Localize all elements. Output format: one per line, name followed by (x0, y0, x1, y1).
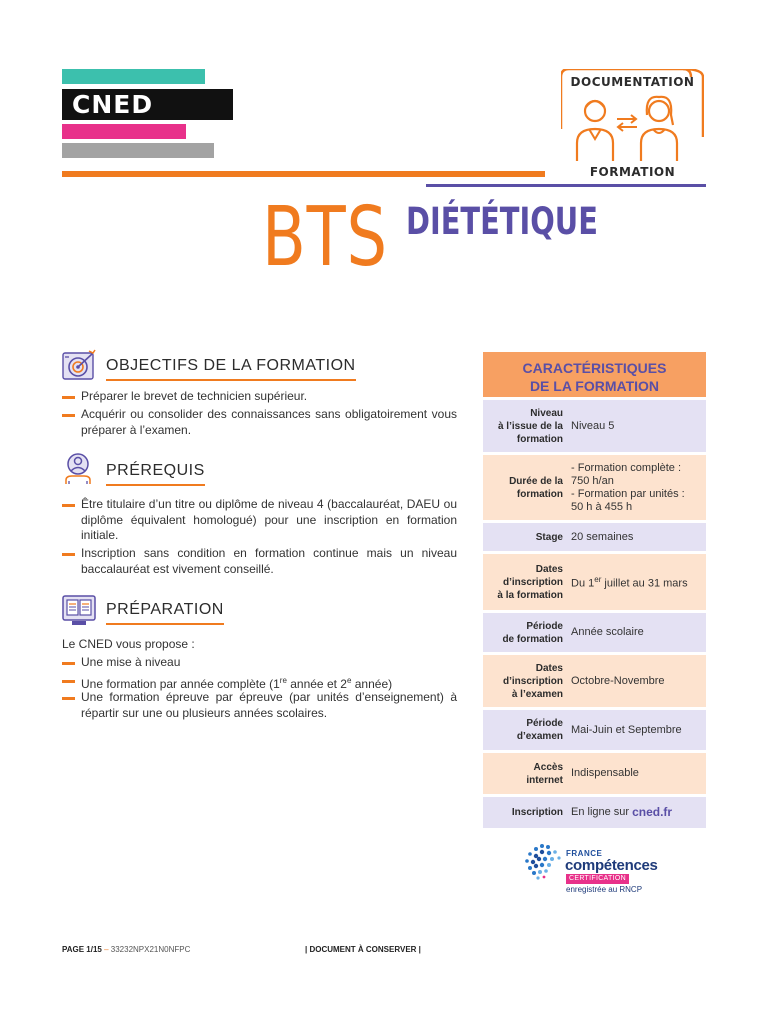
row-label: Dates d’inscription à la formation (497, 563, 563, 601)
table-row (483, 613, 706, 652)
row-value: Année scolaire (571, 626, 644, 638)
bullet-dash (62, 662, 75, 665)
table-header: CARACTÉRISTIQUES DE LA FORMATION (483, 352, 706, 397)
bullet-dash (62, 414, 75, 417)
page-number: PAGE 1/15 (62, 945, 102, 954)
row-value: Niveau 5 (571, 419, 615, 432)
footer-page-info: PAGE 1/15 – 33232NPX21N0NFPC (62, 945, 191, 954)
target-icon (62, 348, 98, 382)
table-row (483, 554, 706, 610)
bullet-dash (62, 553, 75, 556)
row-value: En ligne sur cned.fr (571, 805, 673, 819)
documentation-formation-badge (561, 69, 704, 183)
row-label: Période de formation (502, 620, 563, 645)
list-item: Une mise à niveau (62, 655, 457, 671)
row-value: - Formation complète : 750 h/an - Formation par unités : 50 h à 455 h (571, 461, 685, 513)
fc-rncp-text: enregistrée au RNCP (566, 885, 643, 894)
logo-bar-teal (62, 69, 205, 84)
person-icon (62, 451, 98, 485)
list-item: Être titulaire d’un titre ou diplôme de niveau 4 (baccalauréat, DAEU ou diplôme équivalent homologué) pour une inscription en formation initiale. (62, 497, 457, 544)
row-label: Stage (535, 531, 563, 543)
row-label: Période d’examen (516, 718, 563, 742)
table-row (483, 797, 706, 828)
row-value: Du 1er juillet au 31 mars (571, 575, 688, 590)
row-value: Octobre-Novembre (571, 674, 665, 687)
fc-competences-text: compétences (565, 857, 658, 874)
fc-france-text: FRANCE (566, 849, 603, 858)
section-title-objectifs: OBJECTIFS DE LA FORMATION (106, 357, 356, 381)
row-label: Niveau à l’issue de la formation (497, 407, 563, 445)
section-title-prerequis: PRÉREQUIS (106, 462, 205, 486)
cned-logo-text: CNED (72, 90, 154, 119)
list-item: Une formation épreuve par épreuve (par unités d’enseignement) à répartir sur une ou plusieurs années scolaires. (62, 690, 457, 721)
table-row (483, 753, 706, 794)
row-label: Durée de la formation (509, 475, 563, 500)
document-reference: 33232NPX21N0NFPC (110, 945, 191, 954)
fc-certification-badge: CERTIFICATION (566, 874, 629, 884)
orange-divider (62, 171, 545, 177)
list-item: Une formation par année complète (1re année et 2e année) (62, 673, 457, 693)
bullet-dash (62, 396, 75, 399)
page-title: BTS (262, 190, 388, 285)
row-value: 20 semaines (571, 530, 634, 543)
list-item: Préparer le brevet de technicien supérieur. (62, 389, 457, 405)
cned-logo (62, 89, 233, 120)
table-row (483, 710, 706, 750)
badge-formation-label: FORMATION (589, 165, 676, 179)
row-value: Mai-Juin et Septembre (571, 723, 682, 736)
row-label: Dates d’inscription à l’examen (503, 662, 563, 700)
table-row (483, 523, 706, 551)
preparation-intro: Le CNED vous propose : (62, 637, 195, 651)
bullet-dash (62, 680, 75, 683)
badge-documentation-label: DOCUMENTATION (570, 75, 695, 89)
row-label: Inscription (511, 807, 563, 818)
bullet-dash (62, 697, 75, 700)
dots-logo-icon (524, 843, 564, 883)
bullet-dash (62, 504, 75, 507)
france-competences-logo (524, 843, 674, 898)
page-subtitle: DIÉTÉTIQUE (406, 200, 598, 243)
table-row (483, 655, 706, 707)
footer-keep-document: | DOCUMENT À CONSERVER | (305, 945, 421, 954)
row-value: Indispensable (571, 767, 639, 779)
cned-link[interactable]: cned.fr (632, 805, 673, 819)
book-icon (62, 593, 98, 627)
section-title-preparation: PRÉPARATION (106, 601, 224, 625)
table-row (483, 455, 706, 520)
list-item: Acquérir ou consolider des connaissances sans obligatoirement vous préparer à l’examen. (62, 407, 457, 438)
purple-divider (426, 184, 706, 187)
logo-bar-gray (62, 143, 214, 158)
logo-bar-pink (62, 124, 186, 139)
row-label: Accès internet (526, 761, 563, 786)
table-row (483, 400, 706, 452)
list-item: Inscription sans condition en formation continue mais un niveau baccalauréat est vivement conseillé. (62, 546, 457, 577)
